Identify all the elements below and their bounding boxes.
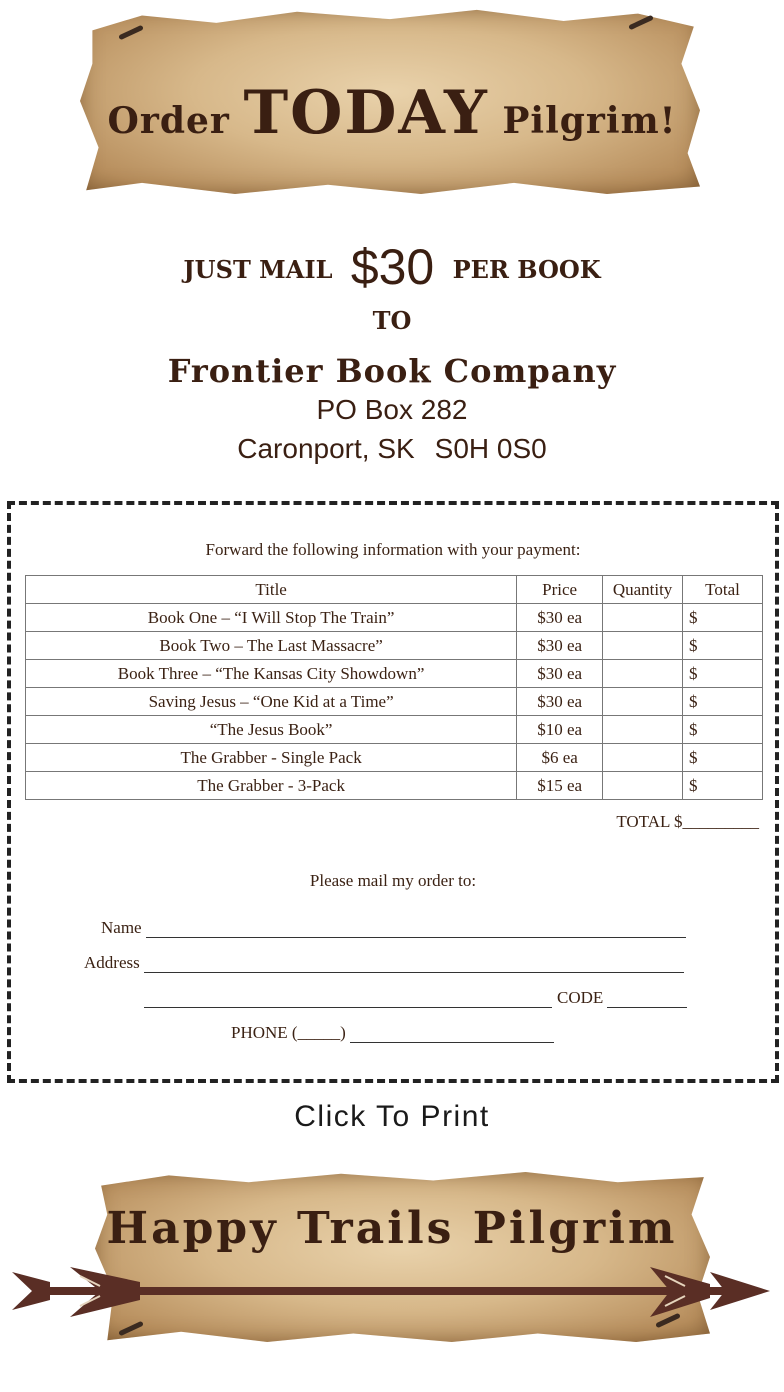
table-row <box>26 660 763 688</box>
item-price: $10 ea <box>517 716 603 744</box>
item-total[interactable]: $ <box>683 772 763 800</box>
table-row <box>26 772 763 800</box>
price-suffix: PER BOOK <box>452 255 601 284</box>
item-price: $30 ea <box>517 660 603 688</box>
item-title: The Grabber - Single Pack <box>26 744 517 772</box>
item-total[interactable]: $ <box>683 688 763 716</box>
address-field[interactable] <box>144 956 684 973</box>
happy-trails-heading: Happy Trails Pilgrim <box>106 1203 678 1254</box>
table-row <box>26 688 763 716</box>
item-quantity[interactable] <box>603 632 683 660</box>
name-label: Name <box>101 918 142 937</box>
item-quantity[interactable] <box>603 716 683 744</box>
grand-total-line: TOTAL $_________ <box>616 812 759 831</box>
table-row <box>26 716 763 744</box>
code-label: CODE <box>557 988 604 1007</box>
column-header-quantity: Quantity <box>603 576 683 604</box>
heading-prefix: Order <box>107 100 230 142</box>
item-title: “The Jesus Book” <box>26 716 517 744</box>
item-quantity[interactable] <box>603 772 683 800</box>
heading-suffix: Pilgrim! <box>502 100 677 142</box>
item-title: Book Two – The Last Massacre” <box>26 632 517 660</box>
item-title: Book Three – “The Kansas City Showdown” <box>26 660 517 688</box>
item-quantity[interactable] <box>603 604 683 632</box>
address-label: Address <box>84 953 140 972</box>
column-header-price: Price <box>517 576 603 604</box>
column-header-total: Total <box>683 576 763 604</box>
postal-code: S0H 0S0 <box>434 433 547 464</box>
item-quantity[interactable] <box>603 688 683 716</box>
price-line <box>0 238 784 296</box>
item-title: Book One – “I Will Stop The Train” <box>26 604 517 632</box>
code-field[interactable] <box>607 991 687 1008</box>
table-row <box>26 744 763 772</box>
form-intro: Forward the following information with your payment: <box>205 540 581 559</box>
phone-label[interactable]: PHONE (_____) <box>231 1023 346 1042</box>
city-line <box>0 433 784 465</box>
address-row <box>84 953 684 973</box>
item-price: $30 ea <box>517 632 603 660</box>
item-price: $6 ea <box>517 744 603 772</box>
item-quantity[interactable] <box>603 744 683 772</box>
item-total[interactable]: $ <box>683 716 763 744</box>
price-amount: $30 <box>350 239 435 295</box>
item-total[interactable]: $ <box>683 744 763 772</box>
code-row <box>144 988 687 1008</box>
item-total[interactable]: $ <box>683 632 763 660</box>
item-price: $30 ea <box>517 604 603 632</box>
phone-row <box>231 1023 554 1043</box>
print-button[interactable]: Click To Print <box>294 1100 490 1133</box>
order-today-heading <box>0 78 784 148</box>
column-header-title: Title <box>26 576 517 604</box>
item-total[interactable]: $ <box>683 660 763 688</box>
po-box: PO Box 282 <box>316 394 468 425</box>
item-price: $30 ea <box>517 688 603 716</box>
item-total[interactable]: $ <box>683 604 763 632</box>
heading-emphasis: TODAY <box>243 78 489 148</box>
price-prefix: JUST MAIL <box>183 255 333 284</box>
item-title: Saving Jesus – “One Kid at a Time” <box>26 688 517 716</box>
arrow-icon <box>10 1262 774 1322</box>
item-price: $15 ea <box>517 772 603 800</box>
city-name: Caronport, SK <box>237 433 415 464</box>
to-label: TO <box>372 306 412 335</box>
table-row <box>26 632 763 660</box>
phone-field[interactable] <box>350 1026 554 1043</box>
name-field[interactable] <box>146 921 686 938</box>
item-title: The Grabber - 3-Pack <box>26 772 517 800</box>
address-line-2-field[interactable] <box>144 991 552 1008</box>
table-header-row <box>26 576 763 604</box>
table-row <box>26 604 763 632</box>
mail-order-label: Please mail my order to: <box>309 871 477 890</box>
company-name: Frontier Book Company <box>167 352 617 390</box>
name-row <box>101 918 686 938</box>
order-form <box>7 501 779 1083</box>
item-quantity[interactable] <box>603 660 683 688</box>
order-table <box>25 575 763 800</box>
